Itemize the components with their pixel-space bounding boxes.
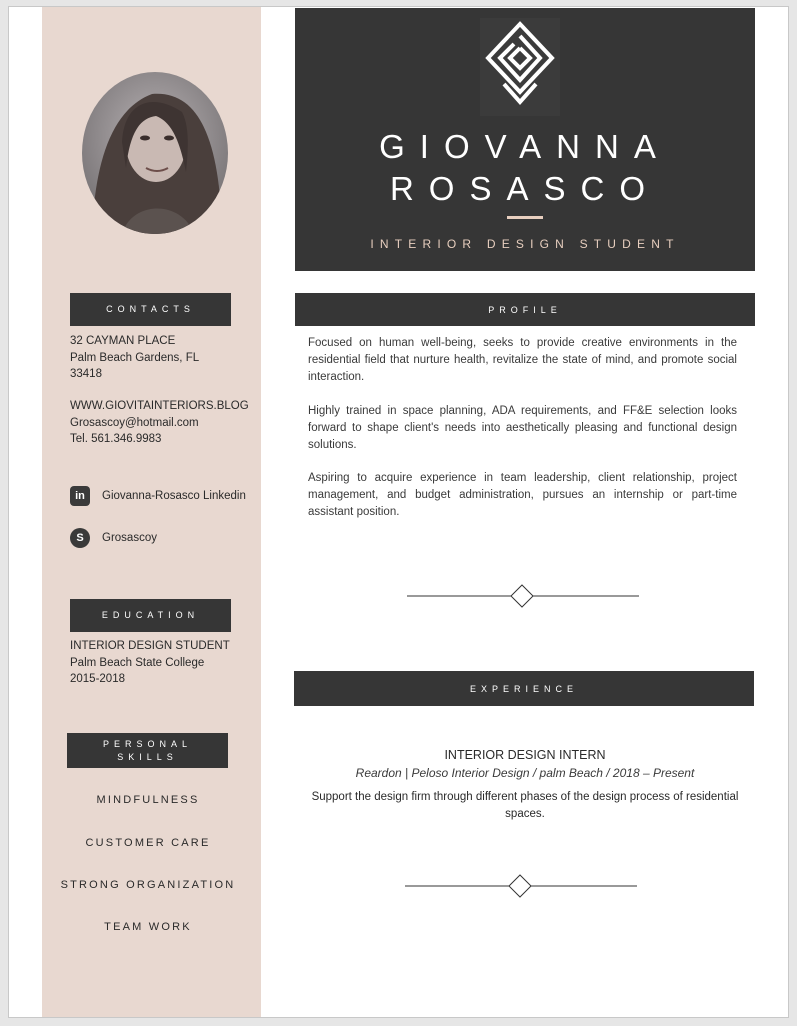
skill-item: CUSTOMER CARE <box>85 837 211 849</box>
contacts-heading-label: CONTACTS <box>106 304 195 314</box>
skills-heading-line2: SKILLS <box>117 751 178 762</box>
linkedin-link[interactable] <box>70 486 246 506</box>
job-description: Support the design firm through different phases of the design process of residential spaces. <box>311 791 739 820</box>
job-title: INTERIOR DESIGN INTERN <box>444 748 606 762</box>
job-employer: Reardon | Peloso Interior Design / palm Beach / 2018 – Present <box>355 766 695 780</box>
skype-link[interactable] <box>70 528 157 548</box>
name-underline <box>507 216 543 219</box>
profile-paragraph: Focused on human well-being, seeks to provide creative environments in the residential field that nurture health, revitalize the state of mind, and promote social interaction. <box>308 337 737 383</box>
contacts-heading <box>70 293 231 326</box>
monogram-logo <box>480 18 560 116</box>
profile-heading <box>295 293 755 326</box>
section-divider <box>405 584 641 608</box>
skype-label: Grosascoy <box>102 532 157 544</box>
skills-heading-line1: PERSONAL <box>102 738 193 749</box>
profile-paragraph: Highly trained in space planning, ADA requirements, and FF&E selection looks forward to shape client's needs into aesthetically pleasing and functional design solutions. <box>308 405 737 451</box>
linkedin-label: Giovanna-Rosasco Linkedin <box>102 490 246 502</box>
address: 32 CAYMAN PLACE Palm Beach Gardens, FL 33418 <box>70 335 200 380</box>
skill-item: STRONG ORGANIZATION <box>60 879 236 891</box>
last-name: ROSASCO <box>389 170 661 207</box>
education-heading <box>70 599 231 632</box>
experience-heading <box>294 671 754 706</box>
job-subtitle: INTERIOR DESIGN STUDENT <box>370 237 680 251</box>
profile-paragraph: Aspiring to acquire experience in team leadership, client relationship, project management, and budget administration, pursues an internship or part-time assistant position. <box>308 472 737 518</box>
first-name: GIOVANNA <box>379 128 671 165</box>
section-divider <box>403 874 639 898</box>
profile-heading-label: PROFILE <box>488 304 562 315</box>
skills-heading <box>67 733 228 768</box>
experience-heading-label: EXPERIENCE <box>469 683 579 694</box>
avatar <box>82 72 228 234</box>
linkedin-icon: in <box>70 486 90 506</box>
contact-details: WWW.GIOVITAINTERIORS.BLOG Grosascoy@hotmail.com Tel. 561.346.9983 <box>70 400 249 445</box>
skill-item: MINDFULNESS <box>96 794 200 806</box>
education-details: INTERIOR DESIGN STUDENT Palm Beach State College 2015-2018 <box>70 640 230 685</box>
skype-icon: S <box>70 528 90 548</box>
skill-item: TEAM WORK <box>104 921 192 933</box>
education-heading-label: EDUCATION <box>101 610 200 620</box>
